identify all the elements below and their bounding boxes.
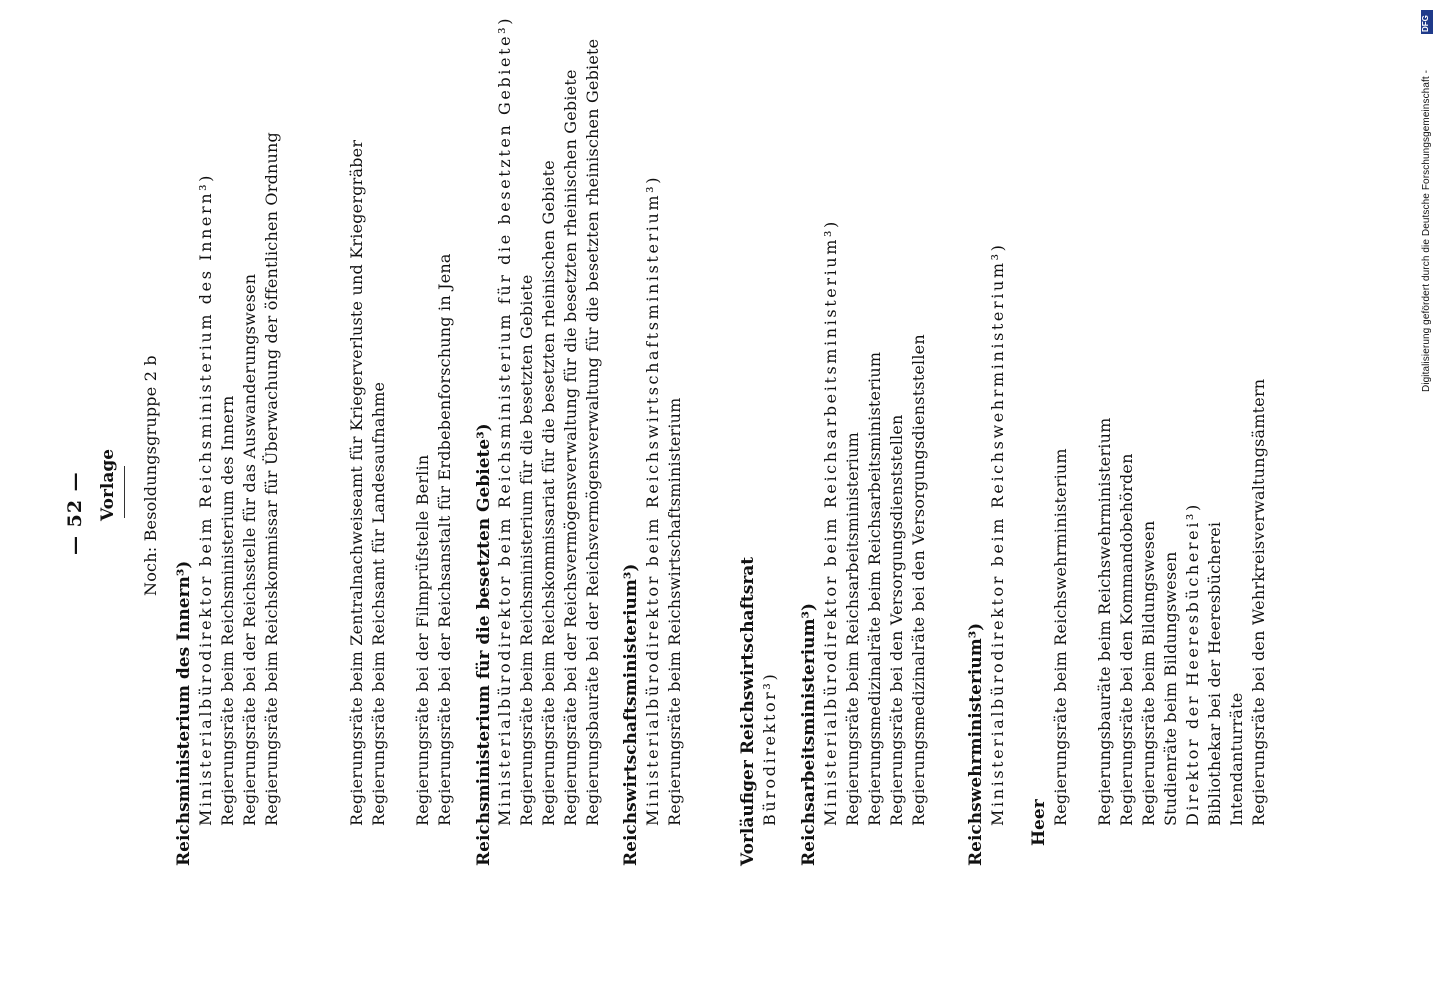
entry-line: Regierungsräte beim Zentralnachweiseamt für Kriegerverluste und Kriegergräber — [347, 139, 366, 826]
entry-line: Ministerialbürodirektor beim Reichsministerium für die besetzten Gebiete³) — [495, 15, 514, 826]
entry-line: Bürodirektor³) — [760, 671, 779, 826]
entry-line: Regierungsräte beim Reichsministerium für die besetzten Gebiete — [517, 274, 536, 826]
section-heading-besetzte-gebiete: Reichsministerium für die besetzten Gebiete³) — [474, 423, 494, 866]
entry-line: Regierungsmedizinalräte bei den Versorgungsdienststellen — [909, 334, 928, 826]
entry-line: Regierungsbauräte bei der Reichsvermögensverwaltung für die besetzten rheinischen Gebiete — [583, 38, 602, 826]
entry-line: Intendanturräte — [1227, 692, 1246, 826]
title-underline — [124, 466, 125, 518]
section-heading-innern: Reichsministerium des Innern³) — [174, 560, 194, 866]
subtitle: Noch: Besoldungsgruppe 2 b — [141, 355, 160, 596]
section-heading-wirtschaft: Reichswirtschaftsministerium³) — [621, 563, 641, 866]
entry-line: Regierungsräte bei den Kommandobehörden — [1117, 453, 1136, 826]
entry-line: Regierungsräte beim Reichswehrministerium — [1051, 448, 1070, 826]
dfg-logo: DFG — [1421, 10, 1433, 34]
section-heading-arbeit: Reichsarbeitsministerium³) — [799, 603, 819, 866]
page-number: — 52 — — [64, 471, 86, 555]
entry-line: Regierungsräte bei der Filmprüfstelle Berlin — [413, 454, 432, 826]
entry-line: Ministerialbürodirektor beim Reichsministerium des Innern³) — [196, 172, 215, 826]
section-heading-wehr: Reichswehrministerium³) — [966, 622, 986, 866]
entry-line: Direktor der Heeresbücherei³) — [1183, 502, 1202, 826]
entry-line: Ministerialbürodirektor beim Reichswehrministerium³) — [988, 242, 1007, 826]
entry-line: Regierungsbauräte beim Reichswehrministerium — [1095, 417, 1114, 826]
entry-line: Regierungsräte bei der Reichsanstalt für Erdbebenforschung in Jena — [435, 253, 454, 826]
entry-line: Bibliothekar bei der Heeresbücherei — [1205, 521, 1224, 826]
entry-line: Regierungsräte beim Reichsamt für Landesaufnahme — [369, 381, 388, 826]
entry-line: Regierungsmedizinalräte beim Reichsarbeitsministerium — [865, 351, 884, 826]
entry-line: Regierungsräte beim Reichswirtschaftsministerium — [665, 397, 684, 826]
entry-line: Regierungsräte beim Reichskommissariat für die besetzten rheinischen Gebiete — [539, 160, 558, 826]
entry-line: Regierungsräte beim Reichsarbeitsministerium — [843, 432, 862, 826]
entry-line: Regierungsräte bei der Reichsstelle für das Auswanderungswesen — [240, 273, 259, 826]
entry-line: Regierungsräte beim Reichsministerium des Innern — [218, 395, 237, 826]
digitization-credit: Digitalisierung gefördert durch die Deutsche Forschungsgemeinschaft - — [1421, 69, 1432, 392]
entry-line: Regierungsräte bei den Wehrkreisverwaltungsämtern — [1249, 378, 1268, 826]
entry-line: Regierungsräte beim Reichskommissar für Überwachung der öffentlichen Ordnung — [262, 132, 281, 826]
entry-line: Ministerialbürodirektor beim Reichsarbeitsministerium³) — [821, 219, 840, 826]
entry-line: Studienräte beim Bildungswesen — [1161, 551, 1180, 826]
entry-line: Regierungsräte bei der Reichsvermögensverwaltung für die besetzten rheinischen Gebiete — [561, 69, 580, 826]
section-heading-wirtschaftsrat: Vorläufiger Reichswirtschaftsrat — [738, 556, 758, 866]
document-title: Vorlage — [98, 448, 118, 521]
entry-line: Ministerialbürodirektor beim Reichswirtschaftsministerium³) — [643, 174, 662, 826]
section-heading-heer: Heer — [1029, 799, 1049, 846]
entry-line: Regierungsräte bei den Versorgungsdienststellen — [887, 414, 906, 826]
entry-line: Regierungsräte beim Bildungswesen — [1139, 520, 1158, 826]
